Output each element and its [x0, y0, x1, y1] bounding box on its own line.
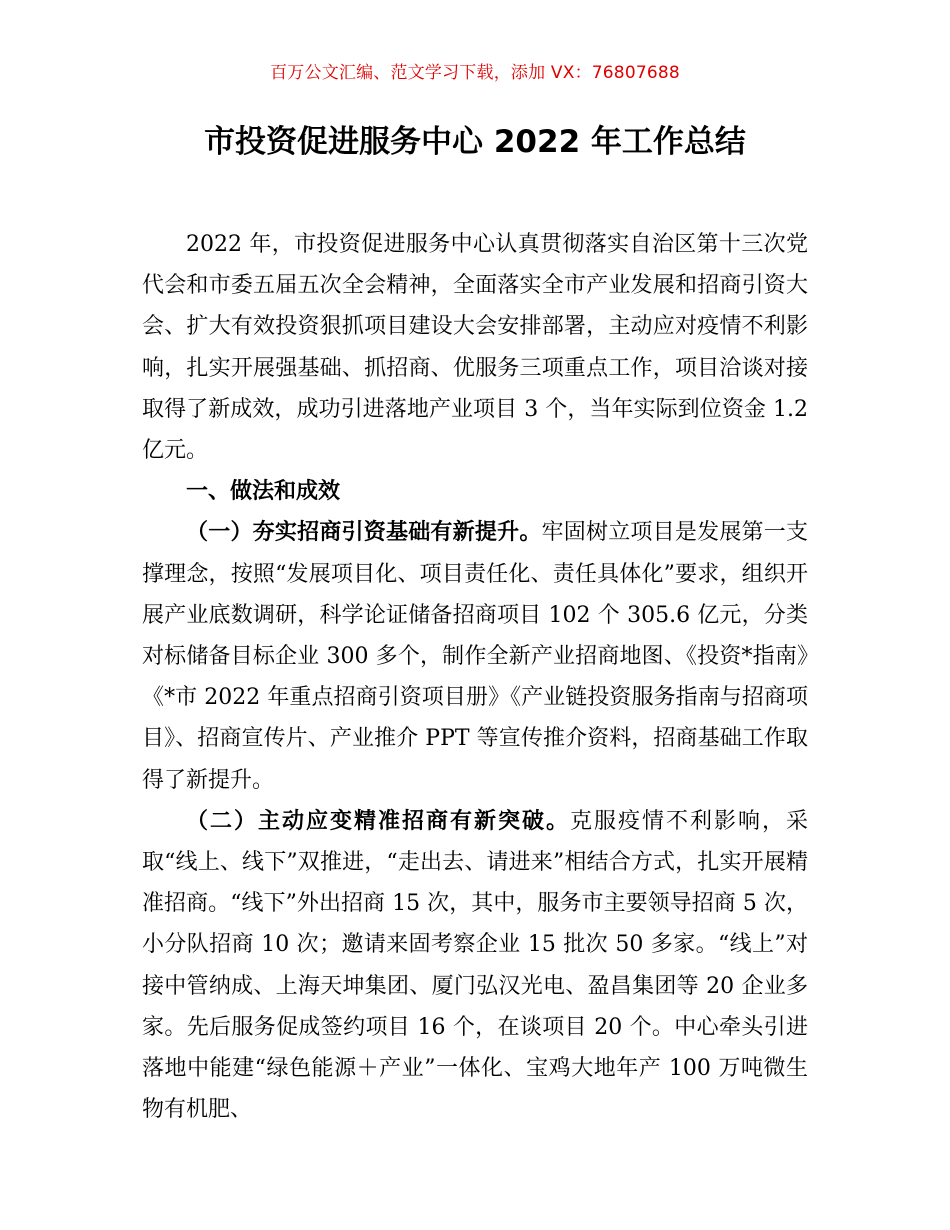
header-watermark-text: 百万公文汇编、范文学习下载，添加 VX：76807688 — [270, 63, 680, 83]
subsection-text-1: 牢固树立项目是发展第一支撑理念，按照“发展项目化、项目责任化、责任具体化”要求，组织开展产业底数调研，科学论证储备招商项目 102 个 305.6 亿元，分类对标储备目标企业 300 多个，制作全新产业招商地图、《投资*指南》《*市 2022 年重点招商引资项目册》《产业链投资服务指南与招商项目》、招商宣传片、产业推介 PPT 等宣传推介资料，招商基础工作取得了新提升。 — [142, 520, 808, 793]
intro-paragraph: 2022 年，市投资促进服务中心认真贯彻落实自治区第十三次党代会和市委五届五次全会精神，全面落实全市产业发展和招商引资大会、扩大有效投资狠抓项目建设大会安排部署，主动应对疫情不利影响，扎实开展强基础、抓招商、优服务三项重点工作，项目洽谈对接取得了新成效，成功引进落地产业项目 3 个，当年实际到位资金 1.2 亿元。 — [142, 232, 808, 464]
subsection-text-2: 克服疫情不利影响，采取“线上、线下”双推进，“走出去、请进来”相结合方式，扎实开展精准招商。“线下”外出招商 15 次，其中，服务市主要领导招商 5 次，小分队招商 10 次；邀请来固考察企业 15 批次 50 多家。“线上”对接中管纳成、上海天坤集团、厦门弘汉光电、盈昌集团等 20 企业多家。先后服务促成签约项目 16 个，在谈项目 20 个。中心牵头引进落地中能建“绿色能源＋产业”一体化、宝鸡大地年产 100 万吨微生物有机肥、 — [142, 808, 808, 1123]
subsection-paragraph-2 — [142, 801, 808, 1131]
document-body — [142, 224, 808, 1130]
subsection-lead-1: （一）夯实招商引资基础有新提升。 — [186, 520, 542, 546]
section-heading-1: 一、做法和成效 — [186, 479, 341, 505]
subsection-paragraph-1 — [142, 512, 808, 800]
subsection-lead-2: （二）主动应变精准招商有新突破。 — [186, 808, 570, 834]
document-title: 市投资促进服务中心 2022 年工作总结 — [204, 124, 746, 160]
